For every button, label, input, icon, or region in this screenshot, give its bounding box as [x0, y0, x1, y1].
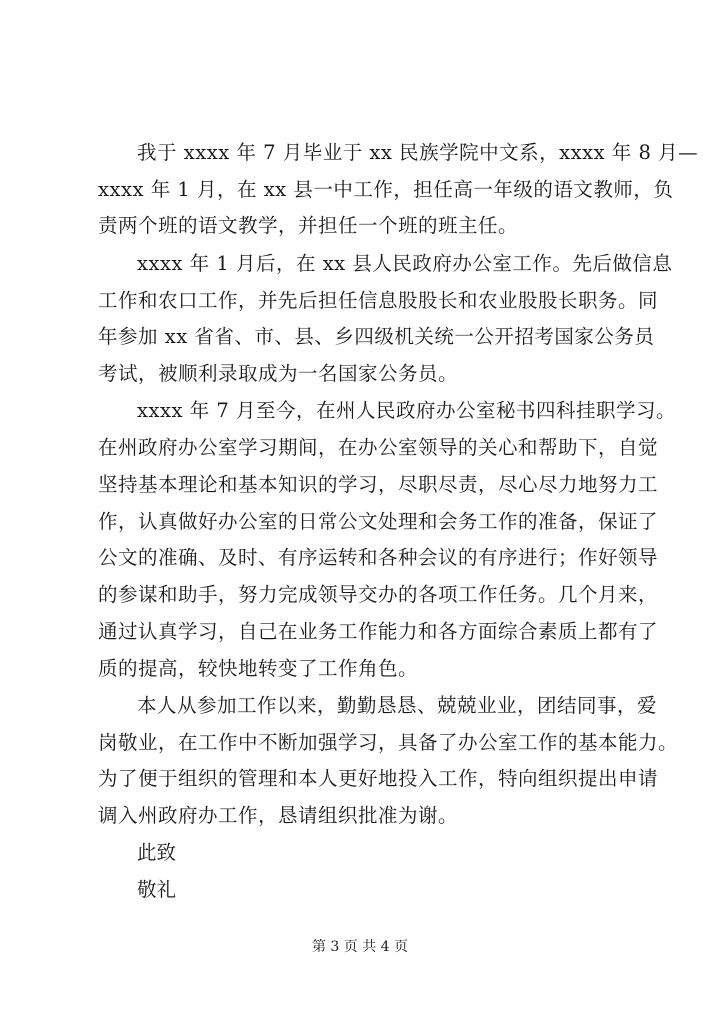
page-number-footer: 第 3 页 共 4 页 [311, 939, 409, 955]
paragraph-3-line-6: 的参谋和助手，努力完成领导交办的各项工作任务。几个月来， [98, 583, 659, 606]
paragraph-3-line-2: 在州政府办公室学习期间，在办公室领导的关心和帮助下，自觉 [98, 436, 659, 459]
paragraph-2-line-4: 考试，被顺利录取成为一名国家公务员。 [98, 362, 459, 385]
paragraph-1-line-1: 我于 xxxx 年 7 月毕业于 xx 民族学院中文系，xxxx 年 8 月— [137, 141, 699, 164]
paragraph-3-line-5: 公文的准确、及时、有序运转和各种会议的有序进行；作好领导 [98, 546, 659, 569]
paragraph-4-line-3: 为了便于组织的管理和本人更好地投入工作，特向组织提出申请 [98, 767, 659, 790]
paragraph-4-line-2: 岗敬业，在工作中不断加强学习，具备了办公室工作的基本能力。 [98, 731, 679, 754]
paragraph-3-line-8: 质的提高，较快地转变了工作角色。 [98, 657, 419, 680]
paragraph-2-line-2: 工作和农口工作，并先后担任信息股股长和农业股股长职务。同 [98, 289, 659, 312]
paragraph-2-line-3: 年参加 xx 省省、市、县、乡四级机关统一公开招考国家公务员 [98, 325, 655, 348]
paragraph-3-line-7: 通过认真学习，自己在业务工作能力和各方面综合素质上都有了 [98, 620, 659, 643]
paragraph-3-line-1: xxxx 年 7 月至今，在州人民政府办公室秘书四科挂职学习。 [137, 399, 676, 422]
paragraph-4-line-4: 调入州政府办工作，恳请组织批准为谢。 [98, 804, 459, 827]
paragraph-3-line-4: 作，认真做好办公室的日常公文处理和会务工作的准备，保证了 [98, 510, 659, 533]
paragraph-2-line-1: xxxx 年 1 月后，在 xx 县人民政府办公室工作。先后做信息 [137, 252, 673, 275]
closing-regards: 敬礼 [137, 878, 177, 901]
paragraph-3-line-3: 坚持基本理论和基本知识的学习，尽职尽责，尽心尽力地努力工 [98, 473, 659, 496]
paragraph-1-line-2: xxxx 年 1 月，在 xx 县一中工作，担任高一年级的语文教师，负 [98, 178, 674, 201]
paragraph-4-line-1: 本人从参加工作以来，勤勤恳恳、兢兢业业，团结同事，爱 [137, 694, 658, 717]
closing-salutation: 此致 [137, 841, 177, 864]
paragraph-1-line-3: 责两个班的语文教学，并担任一个班的班主任。 [98, 214, 519, 237]
